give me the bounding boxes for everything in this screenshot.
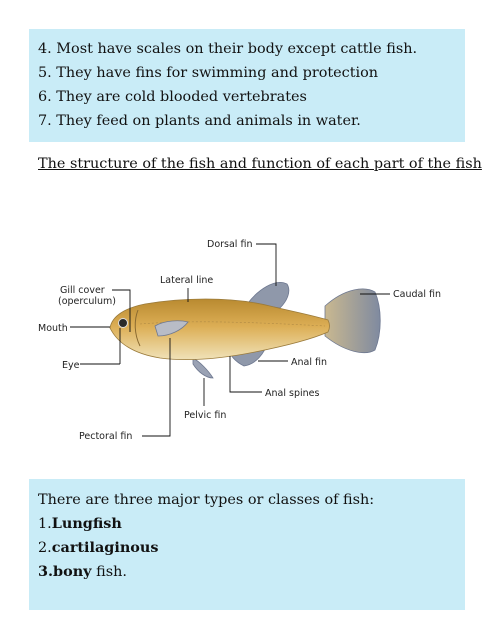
label-pectoral-fin: Pectoral fin	[79, 431, 133, 442]
characteristic-line: 6. They are cold blooded vertebrates	[38, 89, 307, 105]
fish-structure-diagram	[30, 228, 470, 458]
label-anal-spines: Anal spines	[265, 388, 320, 399]
item-number: 2.	[38, 540, 52, 556]
classes-intro: There are three major types or classes of fish:	[38, 492, 375, 508]
label-lateral-line: Lateral line	[160, 275, 214, 286]
label-gill-cover: Gill cover	[60, 285, 105, 296]
class-item	[38, 536, 465, 560]
fish-illustration	[30, 228, 470, 458]
section-heading: The structure of the fish and function of each part of the fish	[38, 156, 482, 172]
item-number: 3.	[38, 563, 54, 580]
caudal-fin-shape	[325, 289, 380, 353]
class-item	[38, 512, 465, 536]
characteristic-line: 7. They feed on plants and animals in water.	[38, 113, 361, 129]
label-mouth: Mouth	[38, 323, 68, 334]
label-anal-fin: Anal fin	[291, 357, 328, 368]
fish-classes-box	[29, 479, 465, 610]
eye-shape	[119, 319, 128, 328]
label-dorsal-fin: Dorsal fin	[207, 239, 253, 250]
fish-body-shape	[110, 299, 330, 360]
class-name: bony	[53, 563, 92, 580]
pelvic-fin-shape	[193, 358, 213, 378]
characteristic-line: 4. Most have scales on their body except cattle fish.	[38, 41, 418, 57]
item-number: 1.	[38, 516, 52, 532]
fish-characteristics-box	[29, 29, 465, 142]
class-suffix: fish.	[91, 564, 127, 580]
class-name: cartilaginous	[51, 539, 159, 556]
class-item	[38, 560, 465, 584]
label-caudal-fin: Caudal fin	[393, 289, 441, 300]
label-operculum: (operculum)	[58, 296, 116, 307]
label-pelvic-fin: Pelvic fin	[184, 410, 227, 421]
class-name: Lungfish	[51, 515, 122, 532]
characteristic-line: 5. They have fins for swimming and protection	[38, 65, 379, 81]
label-eye: Eye	[62, 360, 80, 371]
